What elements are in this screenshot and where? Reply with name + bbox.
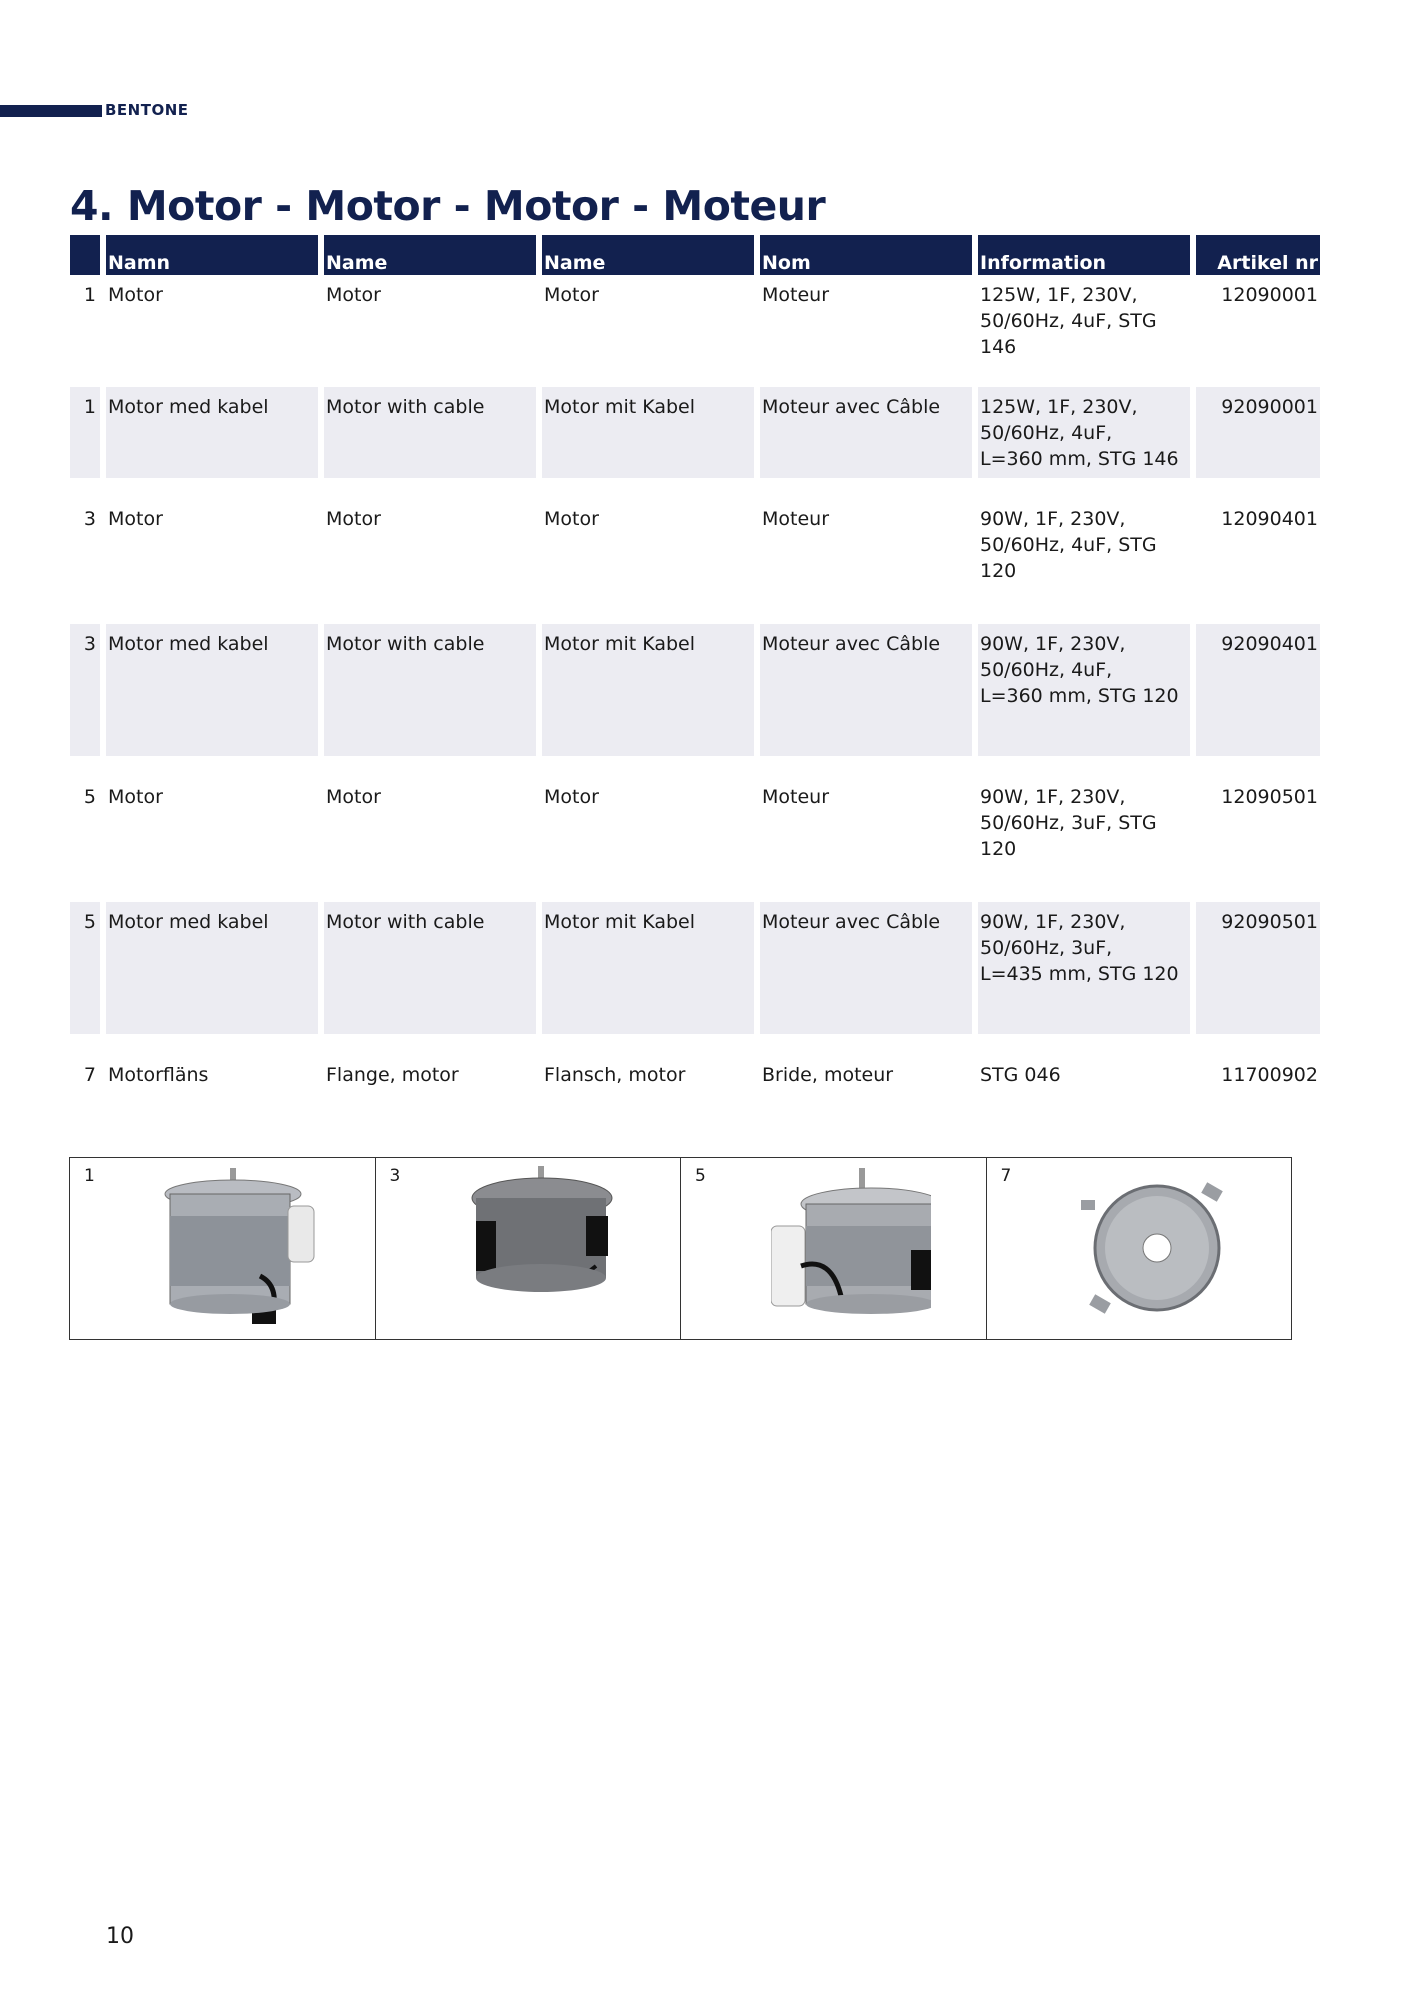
header-name-de: Name [542,235,754,275]
row-pos: 5 [70,902,100,1034]
image-cell [376,1158,682,1339]
row-namn: Motor med kabel [106,902,318,1034]
row-name-en: Motor with cable [324,902,536,1034]
table-row [70,902,1320,1034]
row-spacer-cell [70,603,1320,624]
header-pos [70,235,100,275]
row-spacer [70,1034,1320,1055]
image-number: 5 [695,1166,706,1186]
row-spacer [70,603,1320,624]
row-pos: 1 [83,284,96,306]
row-artikel-nr: 92090401 [1196,624,1320,756]
image-number: 1 [84,1166,95,1186]
row-name-de: Flansch, motor [544,1064,686,1086]
row-name-en: Flange, motor [326,1064,459,1086]
table-row [70,624,1320,756]
row-name-de: Motor mit Kabel [542,624,754,756]
row-artikel-nr: 12090501 [1221,786,1318,808]
row-namn: Motor [108,786,163,808]
table-row [70,1055,1320,1094]
image-number: 7 [1000,1166,1012,1186]
row-artikel-nr: 12090401 [1221,508,1318,530]
row-information: 90W, 1F, 230V, 50/60Hz, 3uF, L=435 mm, STG 120 [978,902,1190,1034]
row-name-en: Motor with cable [324,624,536,756]
header-artikel-nr: Artikel nr [1196,235,1320,275]
brand-bar [0,105,102,117]
page-number: 10 [106,1924,134,1949]
row-spacer-cell [70,478,1320,499]
row-name-en: Motor with cable [324,387,536,478]
row-information: STG 046 [980,1064,1061,1086]
image-cell [681,1158,987,1339]
image-strip [69,1157,1292,1340]
row-artikel-nr: 92090001 [1196,387,1320,478]
row-name-de: Motor [544,786,599,808]
header-nom: Nom [760,235,972,275]
row-name-de: Motor mit Kabel [542,387,754,478]
header-namn: Namn [106,235,318,275]
image-cell [70,1158,376,1339]
row-information: 125W, 1F, 230V, 50/60Hz, 4uF, L=360 mm, STG 146 [978,387,1190,478]
motor-icon [466,1166,626,1332]
row-name-en: Motor [326,786,381,808]
table-row [70,275,1320,366]
row-name-de: Motor [544,284,599,306]
row-spacer-cell [70,756,1320,777]
flange-icon [1077,1166,1237,1332]
row-namn: Motor med kabel [106,624,318,756]
row-spacer-cell [70,366,1320,387]
row-spacer [70,756,1320,777]
row-nom: Moteur [762,508,830,530]
row-name-en: Motor [326,284,381,306]
row-information: 125W, 1F, 230V, 50/60Hz, 4uF, STG 146 [980,284,1157,358]
row-name-en: Motor [326,508,381,530]
row-pos: 7 [83,1064,96,1086]
image-number: 3 [389,1166,401,1186]
row-spacer-cell [70,1034,1320,1055]
row-information: 90W, 1F, 230V, 50/60Hz, 4uF, STG 120 [980,508,1157,582]
row-artikel-nr: 92090501 [1196,902,1320,1034]
table-row [70,499,1320,603]
row-namn: Motorfläns [108,1064,209,1086]
row-namn: Motor med kabel [106,387,318,478]
row-spacer [70,366,1320,387]
row-artikel-nr: 11700902 [1221,1064,1318,1086]
row-namn: Motor [108,284,163,306]
row-information: 90W, 1F, 230V, 50/60Hz, 4uF, L=360 mm, STG 120 [978,624,1190,756]
table-row [70,387,1320,478]
row-pos: 3 [83,508,96,530]
header-name-en: Name [324,235,536,275]
row-nom: Moteur [762,786,830,808]
row-information: 90W, 1F, 230V, 50/60Hz, 3uF, STG 120 [980,786,1157,860]
row-pos: 5 [83,786,96,808]
row-name-de: Motor mit Kabel [542,902,754,1034]
brand-name: BENTONE [105,101,189,119]
row-spacer [70,881,1320,902]
page-title: 4. Motor - Motor - Motor - Moteur [70,182,826,230]
row-pos: 1 [70,387,100,478]
table-row [70,777,1320,881]
row-nom: Moteur avec Câble [760,902,972,1034]
row-nom: Moteur avec Câble [760,624,972,756]
image-cell [987,1158,1292,1339]
row-nom: Bride, moteur [762,1064,894,1086]
parts-table [64,235,1326,1094]
motor-icon [160,1166,320,1332]
row-spacer-cell [70,881,1320,902]
header-information: Information [978,235,1190,275]
table-header-row [70,235,1320,275]
row-pos: 3 [70,624,100,756]
row-name-de: Motor [544,508,599,530]
row-nom: Moteur avec Câble [760,387,972,478]
row-namn: Motor [108,508,163,530]
row-nom: Moteur [762,284,830,306]
row-spacer [70,478,1320,499]
motor-icon [771,1166,931,1332]
row-artikel-nr: 12090001 [1221,284,1318,306]
